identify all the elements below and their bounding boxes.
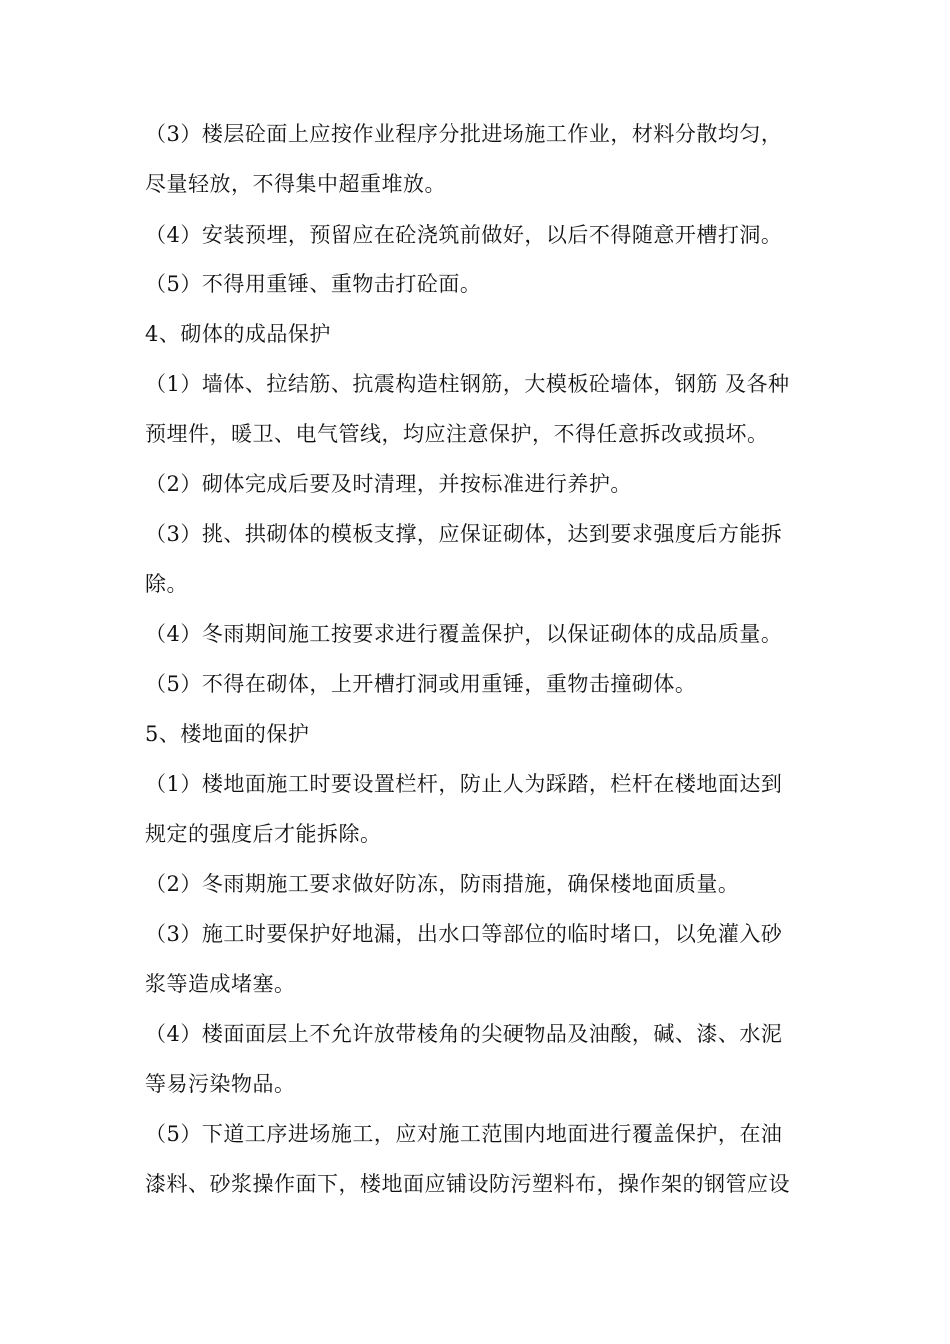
paragraph-line: （3）挑、拱砌体的模板支撑，应保证砌体，达到要求强度后方能拆 [145, 522, 783, 546]
paragraph-line: （1）墙体、拉结筋、抗震构造柱钢筋，大模板砼墙体，钢筋 及各种 [145, 372, 790, 396]
paragraph-line: 除。 [145, 572, 188, 596]
paragraph-line: （1）楼地面施工时要设置栏杆，防止人为踩踏，栏杆在楼地面达到 [145, 772, 783, 796]
paragraph-line: （5）不得在砌体，上开槽打洞或用重锤，重物击撞砌体。 [145, 672, 697, 696]
paragraph-line: （4）楼面面层上不允许放带棱角的尖硬物品及油酸，碱、漆、水泥 [145, 1022, 783, 1046]
section-heading: 5、楼地面的保护 [145, 722, 310, 746]
paragraph-line: （4）安装预埋，预留应在砼浇筑前做好，以后不得随意开槽打洞。 [145, 223, 783, 247]
paragraph-line: （5）下道工序进场施工，应对施工范围内地面进行覆盖保护，在油 [145, 1122, 783, 1146]
paragraph-line: （2）砌体完成后要及时清理，并按标准进行养护。 [145, 472, 632, 496]
section-heading: 4、砌体的成品保护 [145, 322, 331, 346]
paragraph-line: （5）不得用重锤、重物击打砼面。 [145, 272, 482, 296]
paragraph-line: 规定的强度后才能拆除。 [145, 822, 382, 846]
paragraph-line: 漆料、砂浆操作面下，楼地面应铺设防污塑料布，操作架的钢管应设 [145, 1172, 790, 1196]
paragraph-line: 尽量轻放，不得集中超重堆放。 [145, 172, 446, 196]
paragraph-line: （3）施工时要保护好地漏，出水口等部位的临时堵口，以免灌入砂 [145, 922, 783, 946]
paragraph-line: （3）楼层砼面上应按作业程序分批进场施工作业，材料分散均匀， [145, 122, 783, 146]
paragraph-line: 浆等造成堵塞。 [145, 972, 296, 996]
paragraph-line: （4）冬雨期间施工按要求进行覆盖保护，以保证砌体的成品质量。 [145, 622, 783, 646]
paragraph-line: （2）冬雨期施工要求做好防冻，防雨措施，确保楼地面质量。 [145, 872, 740, 896]
paragraph-line: 预埋件，暖卫、电气管线，均应注意保护，不得任意拆改或损坏。 [145, 422, 769, 446]
paragraph-line: 等易污染物品。 [145, 1072, 296, 1096]
